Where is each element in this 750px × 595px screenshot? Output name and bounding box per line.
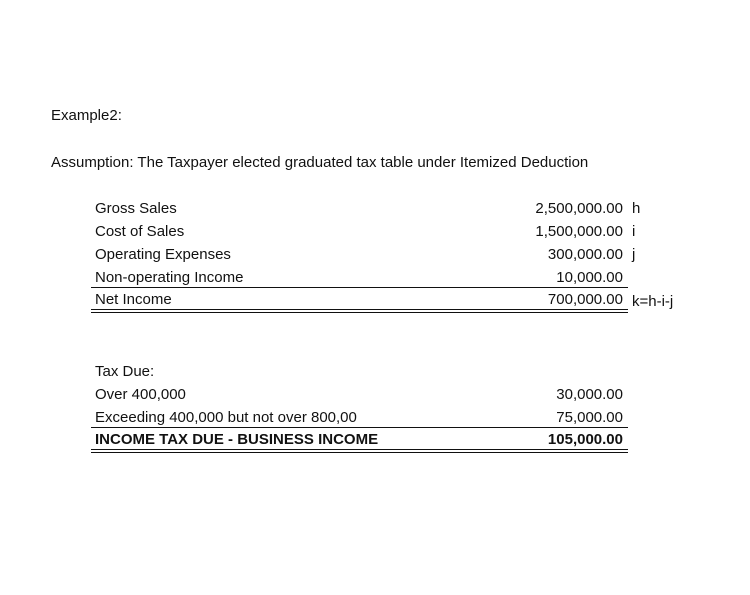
assumption-text: Assumption: The Taxpayer elected graduated tax table under Itemized Deduction bbox=[51, 154, 589, 171]
net-income-label: Net Income bbox=[95, 291, 172, 308]
row-label: Operating Expenses bbox=[95, 246, 231, 263]
total-double-rule bbox=[91, 309, 628, 313]
row-label: Exceeding 400,000 but not over 800,00 bbox=[95, 409, 357, 426]
row-amount: 300,000.00 bbox=[547, 246, 623, 263]
row-amount: 30,000.00 bbox=[556, 386, 623, 403]
row-note: i bbox=[632, 223, 636, 240]
row-amount: 10,000.00 bbox=[556, 269, 623, 286]
total-double-rule bbox=[91, 449, 628, 453]
row-label: Non-operating Income bbox=[95, 269, 244, 286]
row-label: Gross Sales bbox=[95, 200, 177, 217]
row-amount: 2,500,000.00 bbox=[535, 200, 623, 217]
net-income-amount: 700,000.00 bbox=[547, 291, 623, 308]
row-note: j bbox=[632, 246, 636, 263]
tax-due-title: Tax Due: bbox=[95, 363, 155, 380]
row-amount: 1,500,000.00 bbox=[535, 223, 623, 240]
subtotal-rule bbox=[91, 427, 628, 428]
subtotal-rule bbox=[91, 287, 628, 288]
row-label: Cost of Sales bbox=[95, 223, 185, 240]
net-income-note: k=h-i-j bbox=[632, 293, 674, 310]
example-heading: Example2: bbox=[51, 107, 122, 124]
row-note: h bbox=[632, 200, 641, 217]
tax-total-label: INCOME TAX DUE - BUSINESS INCOME bbox=[95, 431, 379, 448]
tax-total-amount: 105,000.00 bbox=[547, 431, 623, 448]
row-amount: 75,000.00 bbox=[556, 409, 623, 426]
row-label: Over 400,000 bbox=[95, 386, 186, 403]
